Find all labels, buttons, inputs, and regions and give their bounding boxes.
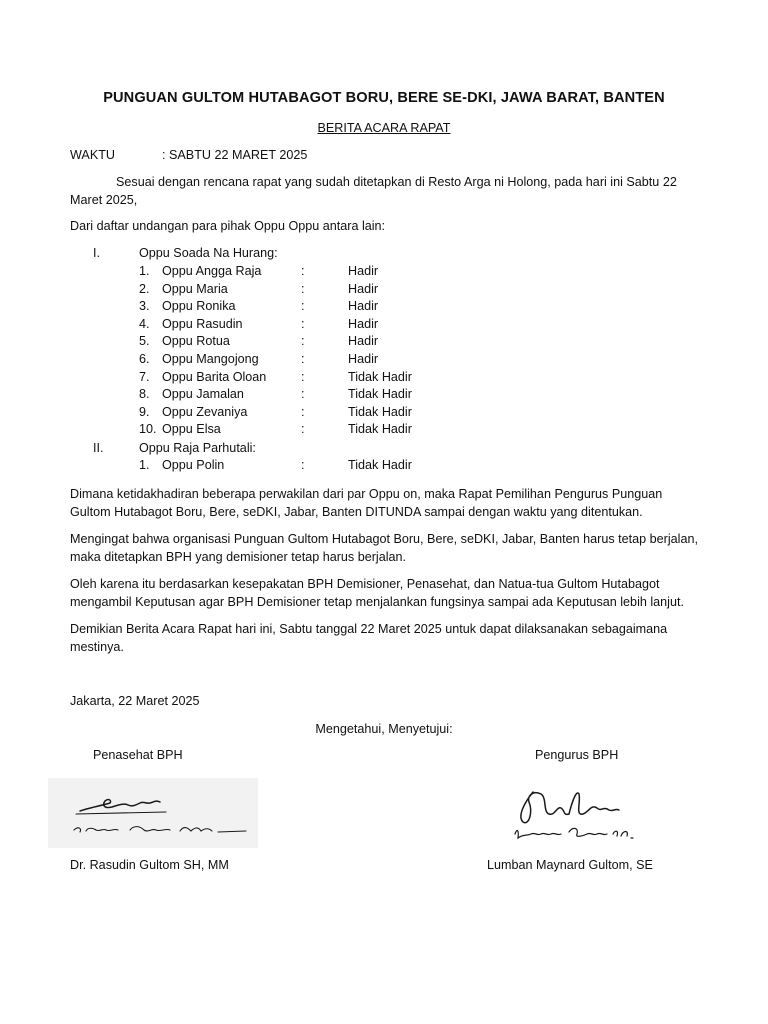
attendance-row	[0, 333, 768, 351]
waktu-value: : SABTU 22 MARET 2025	[162, 148, 308, 162]
attendance-separator: :	[301, 404, 305, 419]
attendance-name: Oppu Polin	[162, 458, 225, 472]
paragraph-ditunda: Dimana ketidakhadiran beberapa perwakilan dari par Oppu on, maka Rapat Pemilihan Pengurus Punguan Gultom Hutabagot Boru, Bere, seDKI, Jabar, Banten DITUNDA sampai dengan waktu yang ditentukan.	[70, 487, 663, 519]
attendance-status: Tidak Hadir	[348, 387, 412, 402]
group-heading	[0, 440, 768, 458]
group-name: Oppu Raja Parhutali:	[139, 441, 256, 455]
attendance-number: 2.	[139, 281, 150, 296]
attendance-row	[0, 404, 768, 422]
intro-paragraph: Sesuai dengan rencana rapat yang sudah ditetapkan di Resto Arga ni Holong, pada hari ini Sabtu 22 Maret 2025,	[70, 175, 677, 207]
right-signer-role: Pengurus BPH	[535, 748, 619, 762]
attendance-row	[0, 298, 768, 316]
attendance-name: Oppu Ronika	[162, 299, 236, 314]
attendance-name: Oppu Barita Oloan	[162, 369, 267, 384]
attendance-number: 3.	[139, 299, 150, 314]
left-signer-name: Dr. Rasudin Gultom SH, MM	[70, 858, 229, 872]
attendance-number: 6.	[139, 352, 150, 366]
attendance-row	[0, 421, 768, 439]
document-title: PUNGUAN GULTOM HUTABAGOT BORU, BERE SE-DKI, JAWA BARAT, BANTEN	[103, 90, 665, 106]
group-name: Oppu Soada Na Hurang:	[139, 246, 278, 260]
attendance-number: 5.	[139, 334, 150, 349]
left-signer-role: Penasehat BPH	[93, 748, 183, 762]
right-signer-name: Lumban Maynard Gultom, SE	[487, 858, 653, 872]
attendance-row	[0, 316, 768, 334]
attendance-number: 7.	[139, 369, 150, 384]
attendance-separator: :	[301, 281, 305, 296]
attendance-name: Oppu Elsa	[162, 422, 221, 437]
attendance-status: Hadir	[348, 281, 379, 296]
attendance-number: 4.	[139, 316, 150, 331]
invitation-paragraph: Dari daftar undangan para pihak Oppu Oppu antara lain:	[70, 219, 386, 233]
attendance-status: Tidak Hadir	[348, 404, 412, 419]
group-roman: I.	[93, 246, 100, 260]
attendance-separator: :	[301, 264, 305, 278]
attendance-status: Tidak Hadir	[348, 369, 412, 384]
attendance-name: Oppu Jamalan	[162, 387, 244, 402]
attendance-name: Oppu Angga Raja	[162, 264, 262, 278]
attendance-name: Oppu Zevaniya	[162, 404, 248, 419]
attendance-row	[0, 369, 768, 387]
attendance-row	[0, 281, 768, 299]
attendance-status: Hadir	[348, 299, 379, 314]
paragraph-mengingat: Mengingat bahwa organisasi Punguan Gultom Hutabagot Boru, Bere, seDKI, Jabar, Banten harus tetap berjalan, maka ditetapkan BPH yang demisioner tetap harus berjalan.	[70, 532, 698, 564]
paragraph-demikian: Demikian Berita Acara Rapat hari ini, Sabtu tanggal 22 Maret 2025 untuk dapat dilaksanakan sebagaimana mestinya.	[70, 622, 668, 654]
group-heading	[0, 245, 768, 263]
attendance-status: Tidak Hadir	[348, 422, 412, 437]
attendance-number: 1.	[139, 264, 150, 278]
paragraph-keputusan: Oleh karena itu berdasarkan kesepakatan BPH Demisioner, Penasehat, dan Natua-tua Gultom Hutabagot mengambil Keputusan agar BPH Demisioner tetap menjalankan fungsinya sampai ada Keputusan lebih lanjut.	[70, 577, 684, 609]
attendance-status: Hadir	[348, 264, 379, 278]
attendance-name: Oppu Rotua	[162, 334, 230, 349]
attendance-name: Oppu Maria	[162, 281, 228, 296]
attendance-status: Tidak Hadir	[348, 458, 412, 472]
attendance-separator: :	[301, 369, 305, 384]
attendance-separator: :	[301, 422, 305, 437]
attendance-number: 10.	[139, 422, 157, 437]
attendance-status: Hadir	[348, 334, 379, 349]
attendance-number: 9.	[139, 404, 150, 419]
attendance-row	[0, 386, 768, 404]
place-date: Jakarta, 22 Maret 2025	[70, 694, 200, 708]
attendance-separator: :	[301, 458, 305, 472]
attendance-row	[0, 351, 768, 369]
attendance-separator: :	[301, 387, 305, 402]
attendance-name: Oppu Mangojong	[162, 352, 259, 366]
group-roman: II.	[93, 441, 104, 455]
acknowledge-label: Mengetahui, Menyetujui:	[315, 722, 453, 736]
attendance-status: Hadir	[348, 316, 379, 331]
attendance-separator: :	[301, 316, 305, 331]
attendance-separator: :	[301, 334, 305, 349]
attendance-row	[0, 457, 768, 475]
attendance-separator: :	[301, 299, 305, 314]
waktu-label: WAKTU	[70, 148, 116, 162]
document-subtitle: BERITA ACARA RAPAT	[317, 121, 451, 135]
attendance-row	[0, 263, 768, 281]
attendance-name: Oppu Rasudin	[162, 316, 243, 331]
attendance-number: 8.	[139, 387, 150, 402]
attendance-number: 1.	[139, 458, 150, 472]
attendance-separator: :	[301, 352, 305, 366]
attendance-status: Hadir	[348, 352, 379, 366]
